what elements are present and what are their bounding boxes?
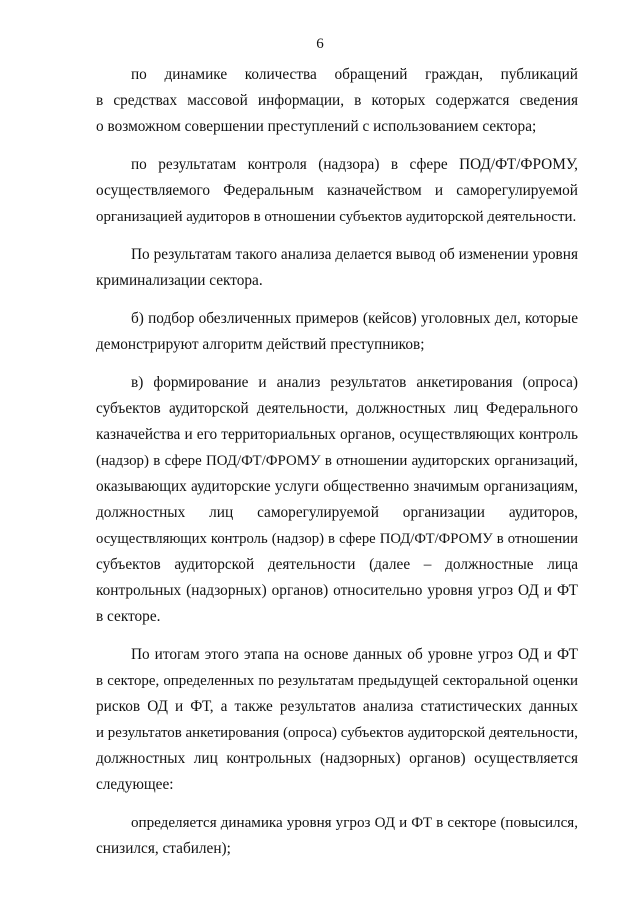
- text-line: осуществляемого Федеральным казначейством и саморегулируемой: [96, 182, 578, 199]
- paragraph: [96, 642, 578, 798]
- text-line: определяется динамика уровня угроз ОД и ФТ в секторе (повысился,: [131, 815, 578, 831]
- text-line: криминализации сектора.: [96, 272, 263, 289]
- text-line: субъектов аудиторской деятельности (далее – должностные лица: [96, 556, 578, 573]
- text-line: следующее:: [96, 776, 174, 793]
- paragraph: [96, 242, 578, 294]
- text-line: оказывающих аудиторские услуги общественно значимым организациям,: [96, 478, 578, 495]
- paragraph: [96, 306, 578, 358]
- text-line: должностных лиц саморегулируемой организации аудиторов,: [96, 504, 578, 521]
- text-line: по результатам контроля (надзора) в сфере ПОД/ФТ/ФРОМУ,: [131, 156, 578, 173]
- text-line: По итогам этого этапа на основе данных об уровне угроз ОД и ФТ: [131, 646, 578, 663]
- text-line: в секторе.: [96, 608, 161, 625]
- paragraph: [96, 810, 578, 862]
- text-line: о возможном совершении преступлений с использованием сектора;: [96, 118, 537, 135]
- text-line: субъектов аудиторской деятельности, должностных лиц Федерального: [96, 400, 578, 417]
- text-line: в средствах массовой информации, в которых содержатся сведения: [96, 92, 578, 109]
- text-line: осуществляющих контроль (надзор) в сфере ПОД/ФТ/ФРОМУ в отношении: [96, 531, 578, 547]
- text-line: казначейства и его территориальных органов, осуществляющих контроль: [96, 426, 578, 443]
- text-line: По результатам такого анализа делается вывод об изменении уровня: [131, 246, 578, 263]
- text-line: в секторе, определенных по результатам предыдущей секторальной оценки: [96, 673, 578, 689]
- text-line: рисков ОД и ФТ, а также результатов анализа статистических данных: [96, 698, 578, 715]
- text-line: организацией аудиторов в отношении субъектов аудиторской деятельности.: [96, 209, 577, 225]
- page-number: 6: [316, 36, 324, 52]
- paragraph: [96, 62, 578, 140]
- text-line: демонстрируют алгоритм действий преступников;: [96, 336, 425, 353]
- text-line: контрольных (надзорных) органов) относительно уровня угроз ОД и ФТ: [96, 582, 578, 599]
- text-line: по динамике количества обращений граждан, публикаций: [131, 66, 578, 83]
- document-body: [96, 62, 578, 874]
- text-line: (надзор) в сфере ПОД/ФТ/ФРОМУ в отношении аудиторских организаций,: [96, 453, 578, 469]
- text-line: в) формирование и анализ результатов анкетирования (опроса): [131, 374, 578, 391]
- text-line: б) подбор обезличенных примеров (кейсов) уголовных дел, которые: [131, 310, 578, 327]
- text-line: снизился, стабилен);: [96, 840, 231, 857]
- paragraph: [96, 152, 578, 230]
- paragraph: [96, 370, 578, 630]
- text-line: и результатов анкетирования (опроса) субъектов аудиторской деятельности,: [96, 725, 578, 741]
- text-line: должностных лиц контрольных (надзорных) органов) осуществляется: [96, 750, 578, 767]
